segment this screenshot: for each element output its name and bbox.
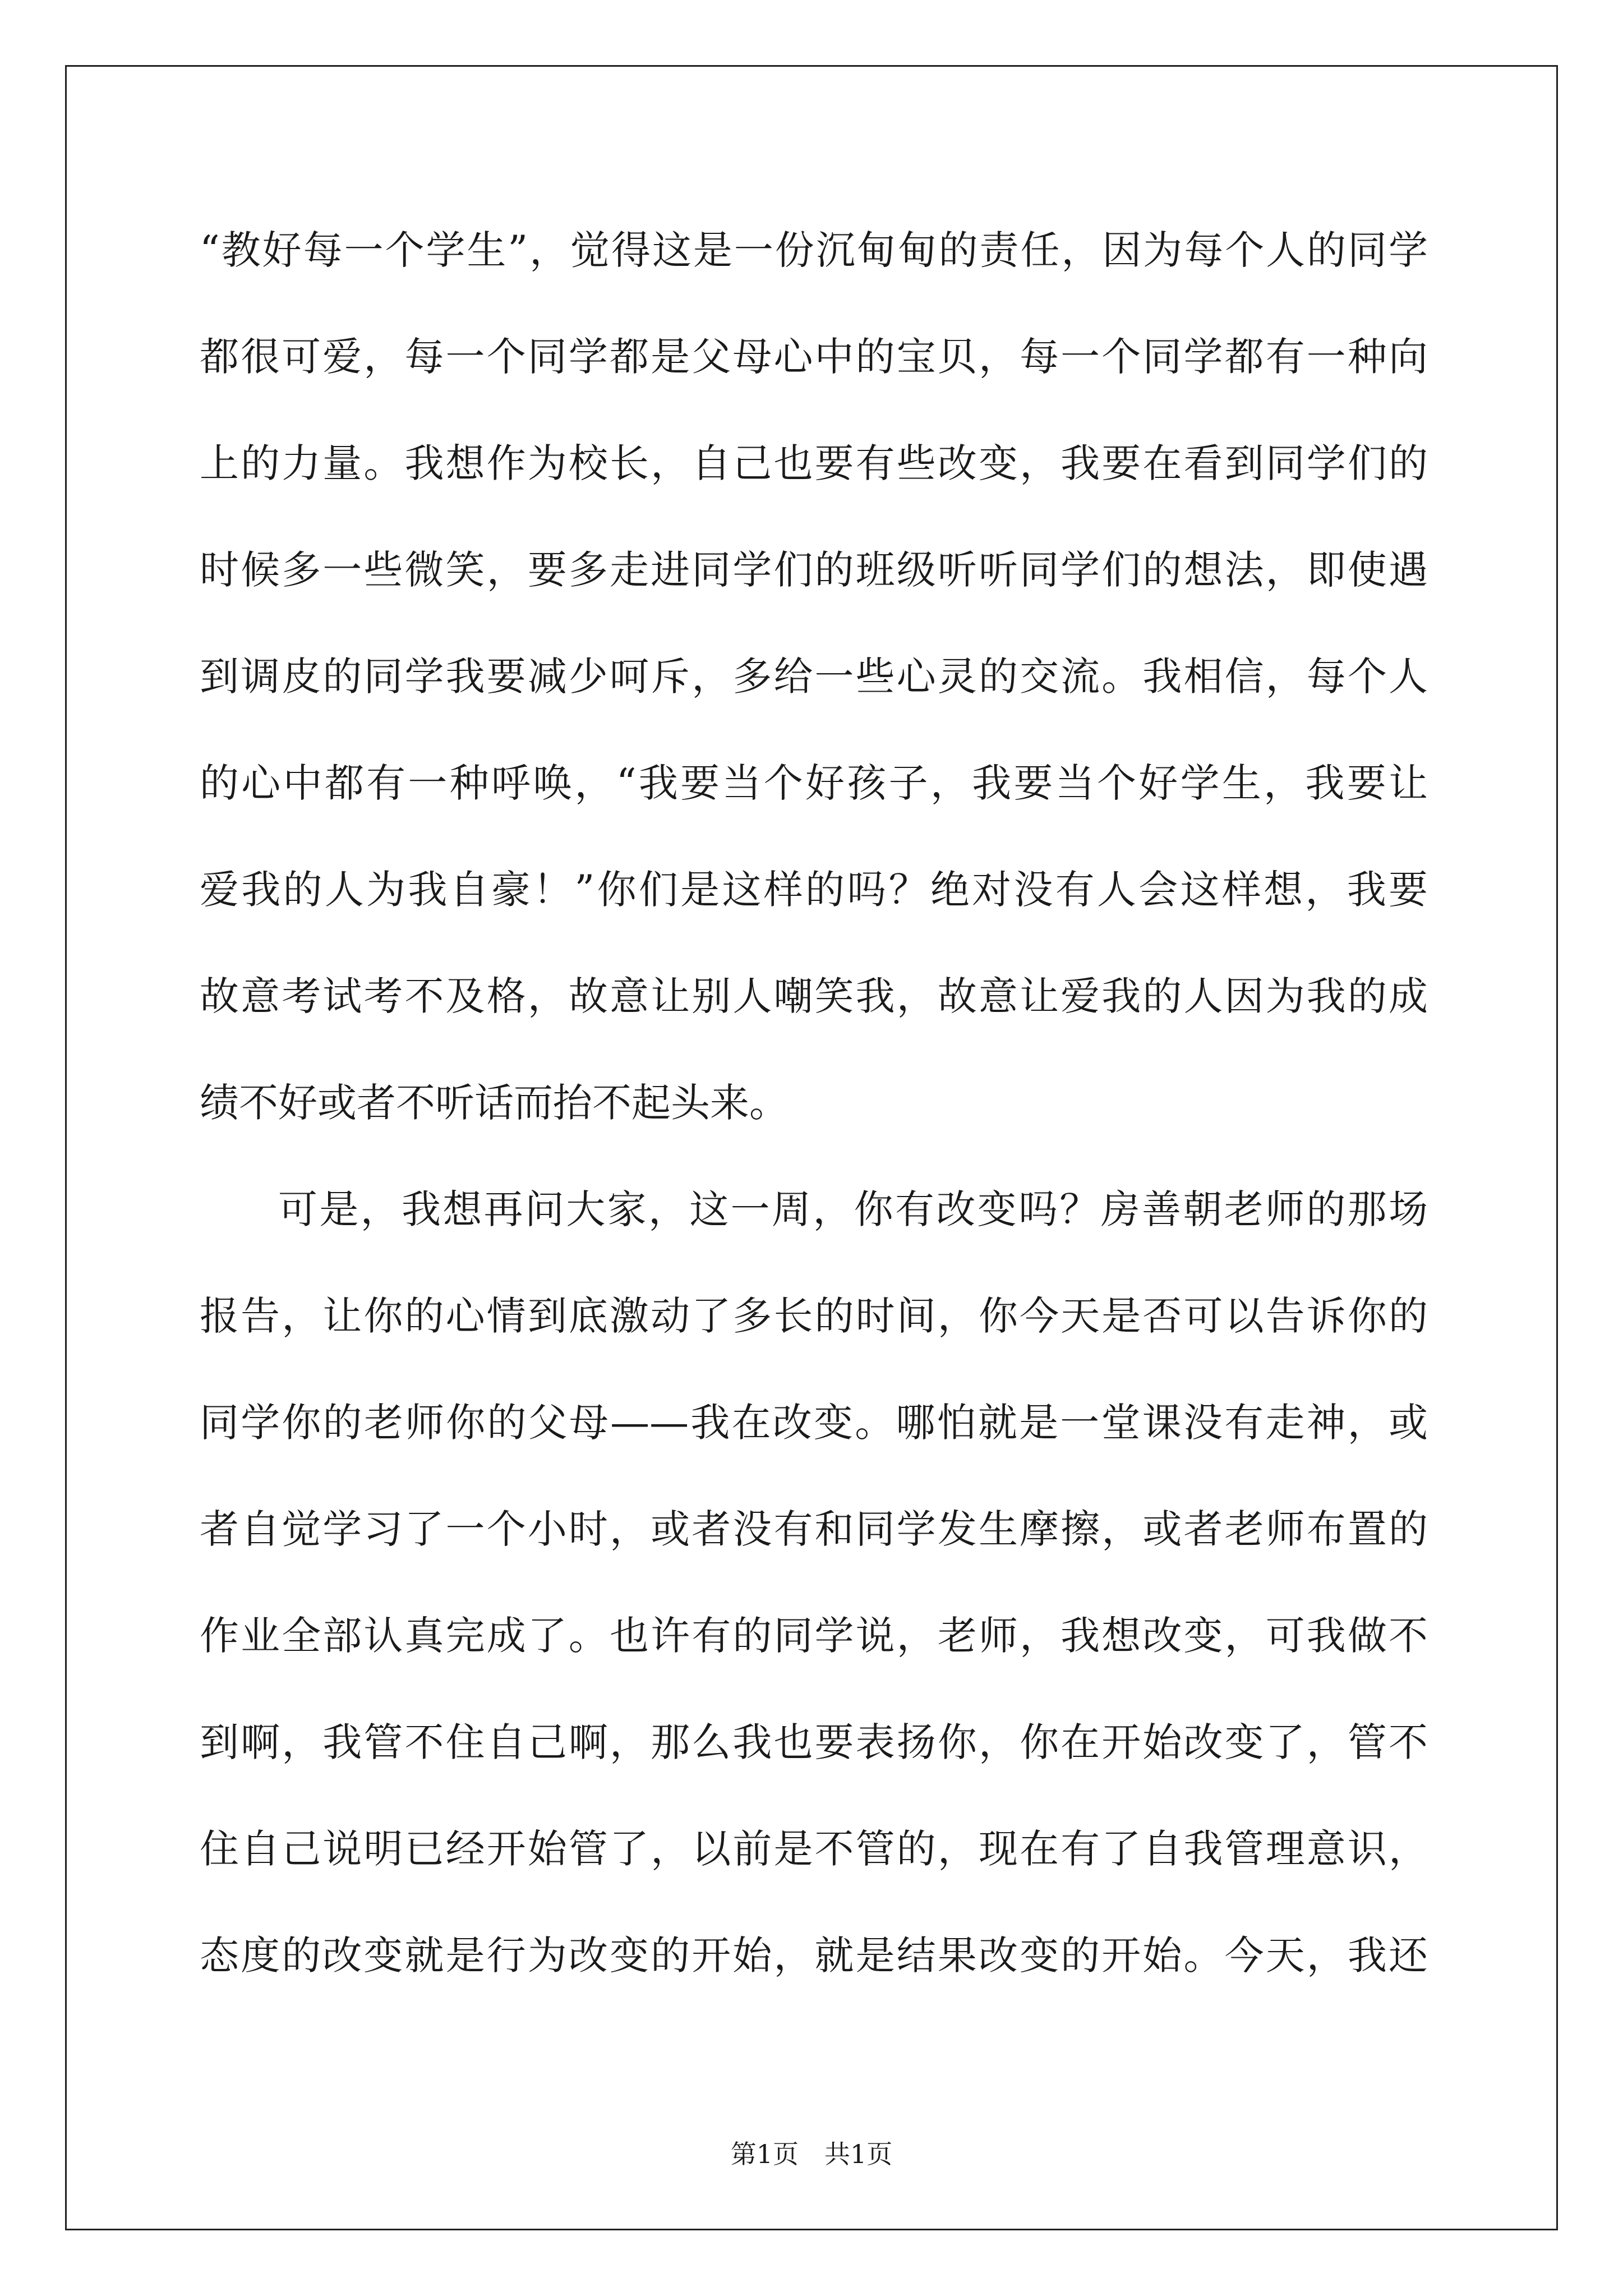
text-line: 时候多一些微笑，要多走进同学们的班级听听同学们的想法，即使遇	[200, 547, 1428, 593]
text-line: 作业全部认真完成了。也许有的同学说，老师，我想改变，可我做不	[200, 1613, 1428, 1659]
text-line: 者自觉学习了一个小时，或者没有和同学发生摩擦，或者老师布置的	[200, 1506, 1428, 1552]
page-number: 第1页	[730, 2139, 799, 2169]
text-line-paragraph-end: 绩不好或者不听话而抬不起头来。	[200, 1080, 789, 1126]
document-body	[200, 211, 1428, 2023]
text-line-paragraph-start: 可是，我想再问大家，这一周，你有改变吗？房善朝老师的那场	[278, 1186, 1428, 1232]
text-line: 爱我的人为我自豪！”你们是这样的吗？绝对没有人会这样想，我要	[200, 867, 1428, 913]
text-line: 同学你的老师你的父母——我在改变。哪怕就是一堂课没有走神，或	[200, 1400, 1428, 1446]
text-line: “教好每一个学生”，觉得这是一份沉甸甸的责任，因为每个人的同学	[200, 227, 1428, 273]
text-line: 故意考试考不及格，故意让别人嘲笑我，故意让爱我的人因为我的成	[200, 973, 1428, 1019]
text-line: 到啊，我管不住自己啊，那么我也要表扬你，你在开始改变了，管不	[200, 1719, 1428, 1765]
text-line: 住自己说明已经开始管了，以前是不管的，现在有了自我管理意识，	[200, 1826, 1428, 1872]
page-total: 共1页	[824, 2139, 893, 2169]
text-line: 都很可爱，每一个同学都是父母心中的宝贝，每一个同学都有一种向	[200, 334, 1428, 380]
text-line: 报告，让你的心情到底激动了多长的时间，你今天是否可以告诉你的	[200, 1293, 1428, 1339]
text-line: 到调皮的同学我要减少呵斥，多给一些心灵的交流。我相信，每个人	[200, 654, 1428, 700]
text-line: 上的力量。我想作为校长，自己也要有些改变，我要在看到同学们的	[200, 440, 1428, 486]
text-line: 的心中都有一种呼唤，“我要当个好孩子，我要当个好学生，我要让	[200, 760, 1428, 806]
text-line: 态度的改变就是行为改变的开始，就是结果改变的开始。今天，我还	[200, 1932, 1428, 1978]
page-footer	[0, 2137, 1623, 2171]
